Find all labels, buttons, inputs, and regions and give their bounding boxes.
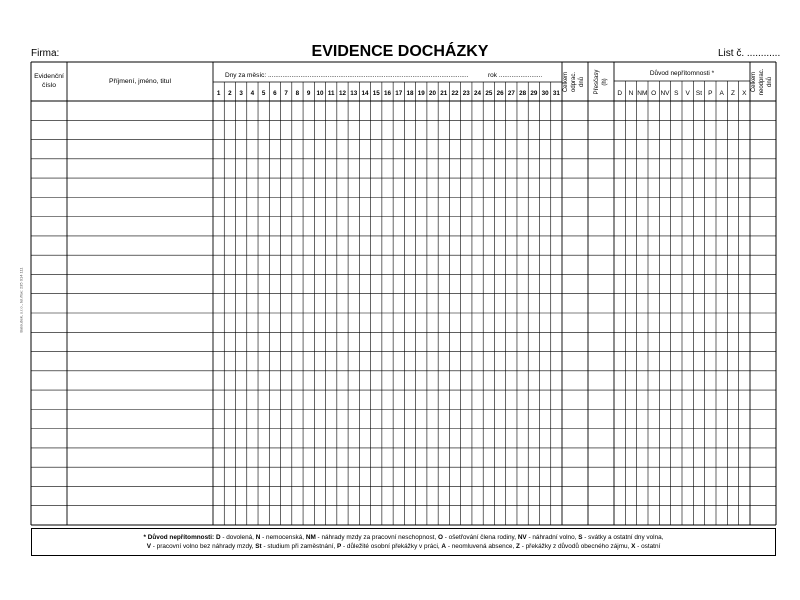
legend-line-2-run-8: Z: [516, 543, 520, 550]
day-number-20: 20: [429, 90, 437, 97]
day-number-16: 16: [383, 90, 392, 97]
legend-line-2-run-4: P: [336, 543, 342, 550]
legend-line-2-run-0: V: [146, 543, 151, 550]
form-title: EVIDENCE DOCHÁZKY: [311, 43, 489, 60]
legend-line-2-run-9: - překážky z důvodů obecného zájmu,: [519, 543, 632, 550]
col-evidencni-line1: Evidenční: [34, 73, 64, 80]
col-prijmeni: Příjmení, jméno, titul: [109, 78, 171, 85]
col-celkem-odprac-1: Celkem: [563, 71, 569, 93]
day-number-21: 21: [440, 90, 448, 97]
day-number-1: 1: [216, 90, 221, 97]
firma-label: Firma:: [31, 48, 60, 59]
col-celkem-odprac-2: odprac.: [571, 71, 577, 93]
day-number-15: 15: [372, 90, 380, 97]
list-number-label: List č. ............: [718, 48, 781, 59]
day-number-27: 27: [507, 90, 515, 97]
col-celkem-neodprac-1: Celkem: [751, 71, 757, 93]
legend-line-2-run-6: A: [441, 543, 447, 550]
reason-code-N: N: [628, 90, 634, 97]
legend-line-2-run-2: St: [255, 543, 262, 550]
legend-line-1-run-6: - náhrady mzdy za pracovní neschopnost,: [315, 534, 438, 541]
day-number-5: 5: [261, 90, 266, 97]
reason-header: Důvod nepřítomnosti *: [649, 70, 715, 77]
day-number-11: 11: [327, 90, 335, 97]
days-for-month: Dny za měsíc: ...............................................................................................................: [225, 72, 469, 79]
publisher-note: Baloušek, s.r.o., tel./fax: 235 014 111: [18, 267, 24, 333]
legend-line-1-run-7: O: [437, 534, 443, 541]
day-number-25: 25: [485, 90, 493, 97]
legend-line-1-run-8: - ošetřování člena rodiny,: [442, 534, 518, 541]
col-celkem-neodprac-3: dnů: [767, 76, 773, 88]
reason-code-A: A: [719, 90, 724, 97]
col-celkem-neodprac-2: neodprac.: [759, 68, 765, 96]
legend-line-1-run-12: - svátky a ostatní dny volna,: [582, 534, 664, 541]
day-number-12: 12: [338, 90, 346, 97]
legend-line-1-run-10: - náhradní volno,: [526, 534, 579, 541]
legend-line-2-run-11: - ostatní: [635, 543, 661, 550]
reason-code-NV: NV: [660, 90, 670, 97]
reason-code-O: O: [651, 90, 657, 97]
day-number-19: 19: [417, 90, 425, 97]
legend-line-1-run-2: - dovolená,: [220, 534, 256, 541]
day-number-17: 17: [395, 90, 403, 97]
col-evidencni-line2: číslo: [42, 82, 56, 89]
day-number-9: 9: [306, 90, 311, 97]
legend-line-2-run-10: X: [631, 543, 636, 550]
reason-code-D: D: [617, 90, 623, 97]
reason-code-P: P: [708, 90, 713, 97]
legend-line-1-run-11: S: [578, 534, 583, 541]
day-number-13: 13: [350, 90, 358, 97]
day-number-30: 30: [541, 90, 549, 97]
day-number-2: 2: [228, 90, 232, 97]
legend-line-2-run-5: - důležité osobní překážky v práci,: [341, 543, 442, 550]
day-number-4: 4: [250, 90, 255, 97]
legend-line-1-run-5: NM: [305, 534, 316, 541]
legend-line-1-run-4: - nemocenská,: [260, 534, 306, 541]
reason-code-X: X: [742, 90, 747, 97]
legend-line-2: [32, 542, 775, 551]
reason-code-NM: NM: [637, 90, 648, 97]
legend-line-2-run-7: - neomluvená absence,: [446, 543, 517, 550]
reason-code-Z: Z: [731, 90, 735, 97]
col-celkem-odprac-3: dnů: [579, 76, 585, 88]
legend-line-1-run-1: D: [215, 534, 221, 541]
day-number-3: 3: [239, 90, 243, 97]
day-number-29: 29: [530, 90, 538, 97]
legend-line-2-run-3: - studium při zaměstnání,: [261, 543, 337, 550]
col-prescasy-1: Přesčasy: [594, 69, 600, 95]
day-number-22: 22: [451, 90, 459, 97]
day-number-31: 31: [552, 90, 560, 97]
day-number-23: 23: [462, 90, 470, 97]
reason-code-S: S: [674, 90, 679, 97]
day-number-14: 14: [361, 90, 369, 97]
legend-line-1-run-9: NV: [517, 534, 527, 541]
year-label: rok ........................: [488, 72, 543, 79]
legend-line-2-run-1: - pracovní volno bez náhrady mzdy,: [150, 543, 256, 550]
day-number-10: 10: [316, 90, 324, 97]
legend-box: [31, 528, 776, 556]
reason-code-V: V: [685, 90, 690, 97]
day-number-6: 6: [273, 90, 277, 97]
day-number-8: 8: [295, 90, 300, 97]
legend-line-1-run-3: N: [255, 534, 261, 541]
day-number-7: 7: [284, 90, 288, 97]
day-number-18: 18: [406, 90, 414, 97]
day-number-24: 24: [474, 90, 482, 97]
legend-line-1: [32, 533, 775, 542]
legend-line-1-run-0: * Důvod nepřítomnosti:: [143, 534, 216, 541]
day-number-26: 26: [496, 90, 504, 97]
reason-code-St: St: [695, 90, 703, 97]
col-prescasy-2: (h): [602, 78, 608, 86]
day-number-28: 28: [519, 90, 527, 97]
